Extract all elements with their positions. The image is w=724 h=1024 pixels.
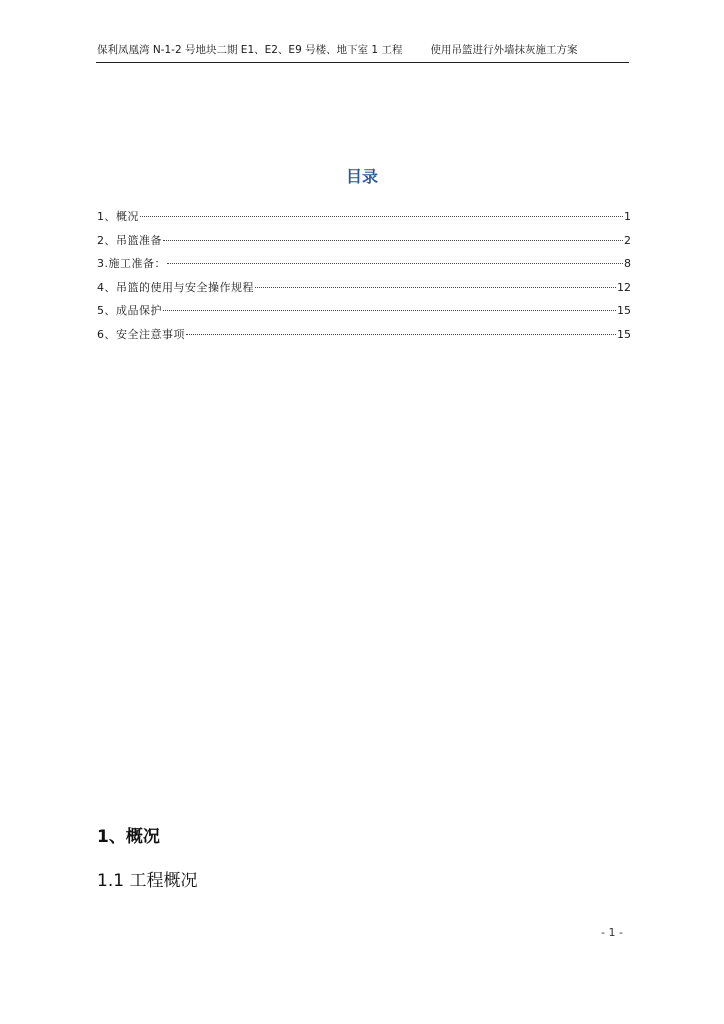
toc-entry[interactable] (97, 232, 631, 256)
page-header (96, 42, 629, 63)
toc-entry-page: 12 (617, 280, 631, 294)
section-heading-1-1: 1.1 工程概况 (97, 871, 198, 891)
toc-entry-page: 8 (624, 257, 631, 271)
toc-dot-leader (186, 334, 616, 335)
page-number: - 1 - (601, 926, 623, 939)
toc-dot-leader (167, 263, 623, 264)
toc-entry-page: 2 (624, 233, 631, 247)
toc-entry-page: 15 (617, 327, 631, 341)
toc-dot-leader (140, 216, 623, 217)
toc-entry-label: 5、成品保护 (97, 304, 162, 318)
toc-dot-leader (163, 240, 623, 241)
toc-entry-label: 6、安全注意事项 (97, 327, 185, 341)
toc-entry[interactable] (97, 255, 631, 279)
toc-entry[interactable] (97, 279, 631, 303)
section-heading-1: 1、概况 (97, 827, 160, 847)
toc-entry-page: 15 (617, 304, 631, 318)
toc-entry[interactable] (97, 326, 631, 350)
toc-entry-label: 4、吊篮的使用与安全操作规程 (97, 280, 254, 294)
toc-entry-label: 2、吊篮准备 (97, 233, 162, 247)
table-of-contents (97, 208, 631, 350)
toc-entry-label: 1、概况 (97, 210, 139, 223)
toc-title: 目录 (345, 167, 378, 186)
toc-dot-leader (163, 310, 616, 311)
header-document-title: 使用吊篮进行外墙抹灰施工方案 (430, 44, 578, 56)
header-project-name: 保利凤凰湾 N-1-2 号地块二期 E1、E2、E9 号楼、地下室 1 工程 (97, 44, 403, 56)
toc-entry-page: 1 (624, 210, 631, 223)
toc-entry[interactable] (97, 302, 631, 326)
toc-entry[interactable] (97, 208, 631, 232)
toc-dot-leader (255, 287, 616, 288)
toc-entry-label: 3.施工准备： (97, 257, 166, 271)
